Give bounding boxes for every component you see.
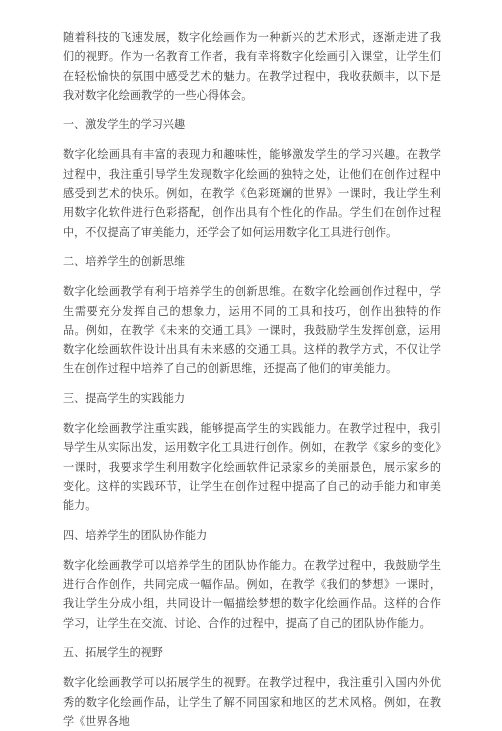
section-heading-5: 五、拓展学生的视野 xyxy=(63,646,163,660)
section-body-1: 数字化绘画具有丰富的表现力和趣味性，能够激发学生的学习兴趣。在教学过程中，我注重引导学生发现数字化绘画的独特之处，让他们在创作过程中感受到艺术的快乐。例如，在教学《色彩斑斓的世界》一课时，我让学生利用数字化软件进行色彩搭配，创作出具有个性化的作品。学生们在创作过程中，不仅提高了审美能力，还学会了如何运用数字化工具进行创作。 xyxy=(63,148,441,239)
spacer xyxy=(63,379,441,389)
spacer xyxy=(63,408,441,419)
section-heading-3: 三、提高学生的实践能力 xyxy=(63,391,186,405)
spacer xyxy=(63,242,441,252)
spacer xyxy=(63,545,441,556)
spacer xyxy=(63,633,441,643)
section-body-5: 数字化绘画教学可以拓展学生的视野。在教学过程中，我注重引入国内外优秀的数字化绘画作品，让学生了解不同国家和地区的艺术风格。例如，在教学《世界各地 xyxy=(63,676,441,728)
spacer xyxy=(63,105,441,115)
section-heading-4: 四、培养学生的团队协作能力 xyxy=(63,528,208,542)
section-body-2: 数字化绘画教学有利于培养学生的创新思维。在数字化绘画创作过程中，学生需要充分发挥自己的想象力，运用不同的工具和技巧，创作出独特的作品。例如，在教学《未来的交通工具》一课时，我鼓励学生发挥创意，运用数字化绘画软件设计出具有未来感的交通工具。这样的教学方式，不仅让学生在创作过程中培养了自己的创新思维，还提高了他们的审美能力。 xyxy=(63,285,441,376)
document-body xyxy=(63,28,441,731)
spacer xyxy=(63,271,441,282)
spacer xyxy=(63,662,441,673)
section-heading-1: 一、激发学生的学习兴趣 xyxy=(63,118,186,132)
intro-paragraph: 随着科技的飞速发展，数字化绘画作为一种新兴的艺术形式，逐渐走进了我们的视野。作为一名教育工作者，我有幸将数字化绘画引入课堂，让学生们在轻松愉快的氛围中感受艺术的魅力。在教学过程中，我收获颇丰，以下是我对数字化绘画教学的一些心得体会。 xyxy=(63,31,441,102)
section-body-3: 数字化绘画教学注重实践，能够提高学生的实践能力。在教学过程中，我引导学生从实际出发，运用数字化工具进行创作。例如，在教学《家乡的变化》一课时，我要求学生利用数字化绘画软件记录家乡的美丽景色，展示家乡的变化。这样的实践环节，让学生在创作过程中提高了自己的动手能力和审美能力。 xyxy=(63,422,441,513)
section-body-4: 数字化绘画教学可以培养学生的团队协作能力。在教学过程中，我鼓励学生进行合作创作，共同完成一幅作品。例如，在教学《我们的梦想》一课时，我让学生分成小组，共同设计一幅描绘梦想的数字化绘画作品。这样的合作学习，让学生在交流、讨论、合作的过程中，提高了自己的团队协作能力。 xyxy=(63,558,441,630)
section-heading-2: 二、培养学生的创新思维 xyxy=(63,254,186,268)
spacer xyxy=(63,134,441,145)
spacer xyxy=(63,516,441,526)
